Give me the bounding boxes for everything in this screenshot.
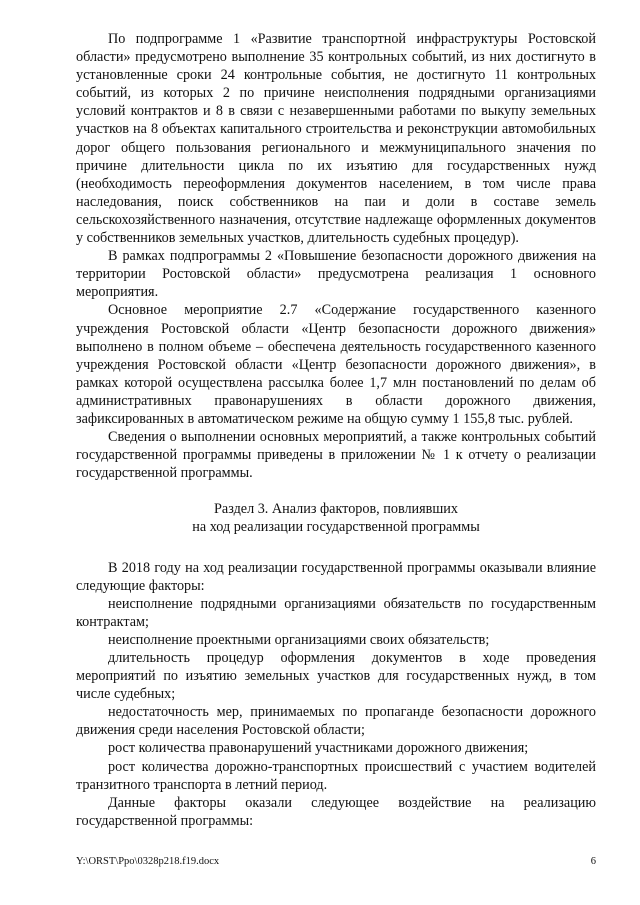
paragraph-factors-impact: Данные факторы оказали следующее воздействие на реализацию государственной программы: <box>76 794 596 829</box>
document-page <box>76 30 596 830</box>
factor-item: недостаточность мер, принимаемых по пропаганде безопасности дорожного движения среди населения Ростовской области; <box>76 704 596 739</box>
factor-item: рост количества дорожно-транспортных происшествий с участием водителей транзитного транспорта в летний период. <box>76 758 596 793</box>
factor-item: неисполнение подрядными организациями обязательств по государственным контрактам; <box>76 595 596 630</box>
page-footer <box>76 855 596 868</box>
paragraph-appendix-reference: Сведения о выполнении основных мероприятий, а также контрольных событий государственной программы приведены в приложении № 1 к отчету о реализации государственной программы. <box>76 429 596 482</box>
spacer <box>76 482 596 500</box>
paragraph-subprogram-1: По подпрограмме 1 «Развитие транспортной инфраструктуры Ростовской области» предусмотрено выполнение 35 контрольных событий, из них достигнуто в установленные сроки 24 контрольные события, не достигнуто 11 контрольных событий, из которых 2 по причине неисполнения подрядными организациями условий контрактов и 8 в связи с незавершенными работами по выкупу земельных участков на 8 объектах капитального строительства и реконструкции автомобильных дорог общего пользования регионального и межмуниципального значения по причине длительности цикла по их изъятию для государственных нужд (необходимость переоформления документов населением, в том числе права наследования, поиск собственников на паи и доли в составе земель сельскохозяйственного назначения, отсутствие надлежаще оформленных документов у собственников земельных участков, длительность судебных процедур). <box>76 31 596 247</box>
paragraph-main-activity-2-7: Основное мероприятие 2.7 «Содержание государственного казенного учреждения Ростовской области «Центр безопасности дорожного движения» выполнено в полном объеме – обеспечена деятельность государственного казенного учреждения Ростовской области «Центр безопасности дорожного движения», в рамках которой осуществлена рассылка более 1,7 млн постановлений по делам об административных правонарушениях в области дорожного движения, зафиксированных в автоматическом режиме на общую сумму 1 155,8 тыс. рублей. <box>76 302 596 427</box>
spacer <box>76 537 596 559</box>
section-heading-line-1: Раздел 3. Анализ факторов, повлиявших <box>214 501 458 518</box>
section-heading-line-2: на ход реализации государственной программы <box>192 519 480 536</box>
factor-item: рост количества правонарушений участниками дорожного движения; <box>108 740 529 757</box>
factor-item: длительность процедур оформления документов в ходе проведения мероприятий по изъятию земельных участков для государственных нужд, в том числе судебных; <box>76 650 596 703</box>
factor-item: неисполнение проектными организациями своих обязательств; <box>108 631 490 648</box>
paragraph-factors-intro: В 2018 году на ход реализации государственной программы оказывали влияние следующие факторы: <box>76 559 596 594</box>
page-number: 6 <box>590 856 596 867</box>
footer-file-path: Y:\ORST\Ppo\0328p218.f19.docx <box>76 856 220 867</box>
paragraph-subprogram-2: В рамках подпрограммы 2 «Повышение безопасности дорожного движения на территории Ростовской области» предусмотрена реализация 1 основного мероприятия. <box>76 248 596 301</box>
